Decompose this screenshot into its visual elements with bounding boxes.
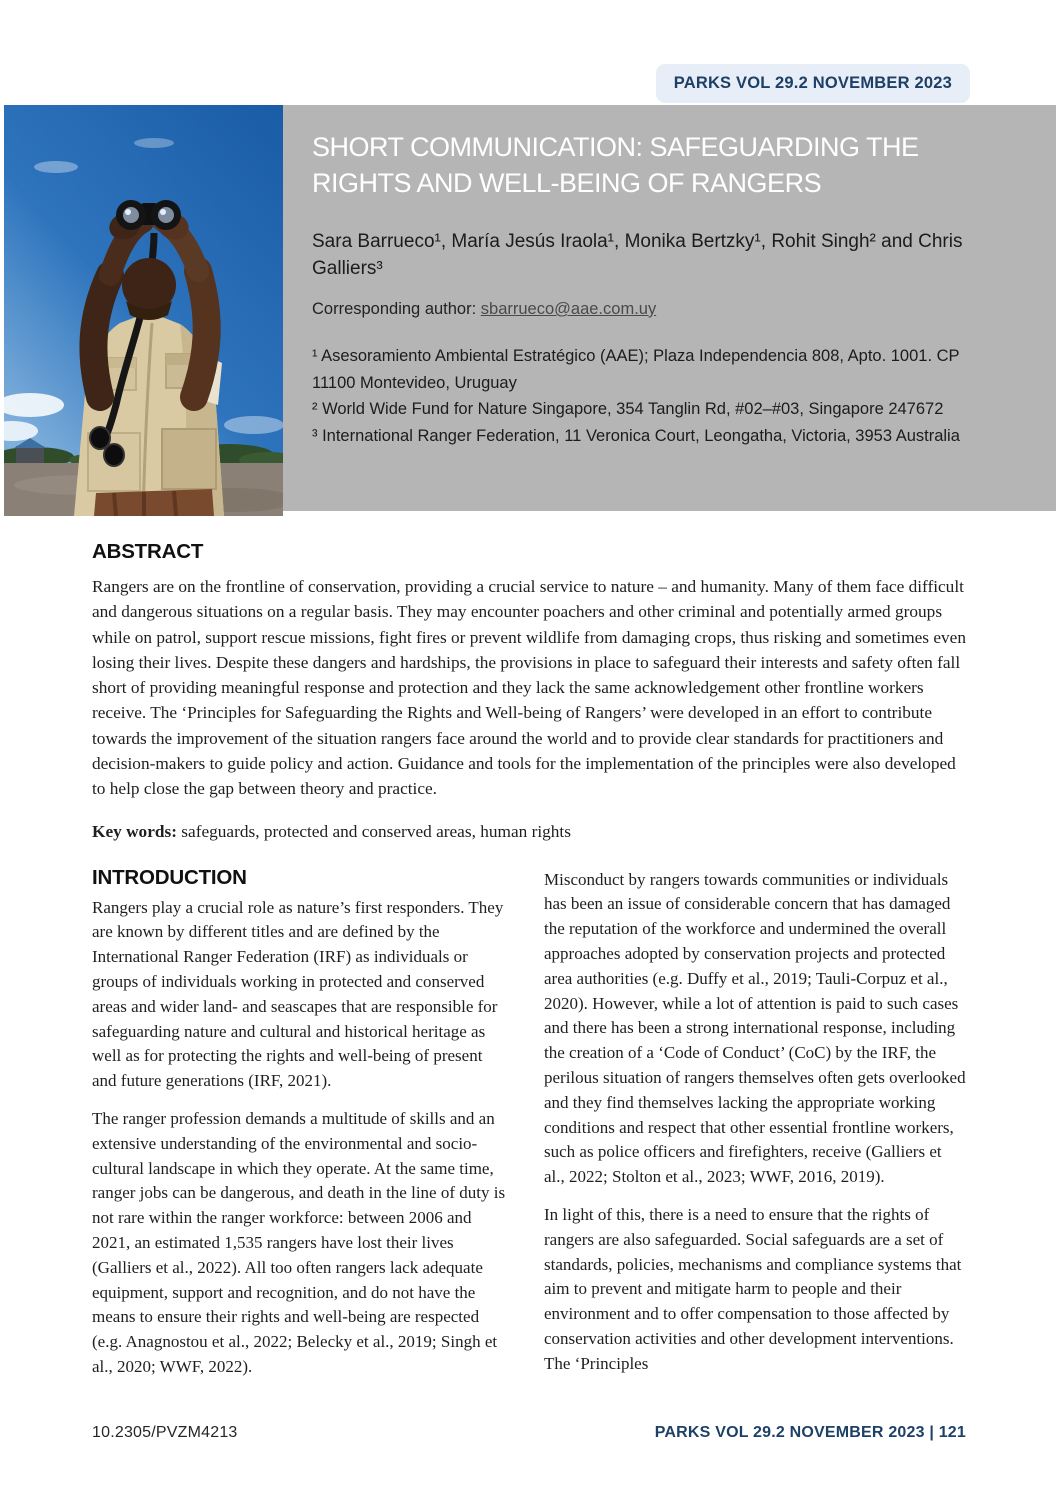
abstract-heading: ABSTRACT (92, 540, 204, 563)
journal-volume-badge: PARKS VOL 29.2 NOVEMBER 2023 (656, 64, 970, 103)
keywords-text: safeguards, protected and conserved areas, human rights (181, 821, 571, 841)
intro-paragraph: Rangers play a crucial role as nature’s first responders. They are known by different titles and are defined by the International Ranger Federation (IRF) as individuals or groups of individuals working in protected and conserved areas and wider land- and seascapes that are responsible for safeguarding nature and cultural and historical heritage as well as for protecting the rights and well-being of present and future generations (IRF, 2021). (92, 897, 504, 1091)
intro-paragraph: The ranger profession demands a multitude of skills and an extensive understanding of the environmental and socio-cultural landscape in which they operate. At the same time, ranger jobs can be dangerous, and death in the line of duty is not rare within the ranger workforce: between 2006 and 2021, an estimated 1,535 rangers have lost their lives (Galliers et al., 2022). All too often rangers lack adequate equipment, support and recognition, and do not have the means to ensure their rights and well-being are respected (e.g. Anagnostou et al., 2022; Belecky et al., 2019; Singh et al., 2020; WWF, 2022). (92, 1109, 506, 1377)
affiliation-item: ³ International Ranger Federation, 11 Veronica Court, Leongatha, Victoria, 3953 Australia (312, 427, 960, 446)
ranger-with-binoculars-illustration (4, 105, 283, 516)
intro-paragraph: Misconduct by rangers towards communities or individuals has been an issue of considerable concern that has damaged the reputation of the workforce and undermined the overall approaches adopted by conservation projects and protected area authorities (e.g. Duffy et al., 2019; Tauli-Corpuz et al., 2020). However, while a lot of attention is paid to such cases and there has been a strong international response, including the creation of a ‘Code of Conduct’ (CoC) by the IRF, the perilous situation of rangers themselves often gets overlooked and they find themselves lacking the appropriate working conditions and respect that other essential frontline workers, such as police officers and firefighters, receive (Galliers et al., 2022; Stolton et al., 2023; WWF, 2016, 2019). (544, 869, 966, 1187)
affiliation-item: ¹ Asesoramiento Ambiental Estratégico (AAE); Plaza Independencia 808, Apto. 1001. CP 11100 Montevideo, Uruguay (312, 346, 960, 392)
affiliation-item: ² World Wide Fund for Nature Singapore, 354 Tanglin Rd, #02–#03, Singapore 247672 (312, 400, 944, 419)
corresponding-author-label: Corresponding author: (312, 299, 477, 318)
page-footer (92, 1424, 966, 1442)
article-title: SHORT COMMUNICATION: SAFEGUARDING THE RIGHTS AND WELL-BEING OF RANGERS (312, 132, 919, 199)
footer-journal-page: PARKS VOL 29.2 NOVEMBER 2023 | 121 (654, 1424, 966, 1441)
introduction-section (92, 866, 966, 1380)
keywords-label: Key words: (92, 821, 177, 841)
intro-paragraph: In light of this, there is a need to ensure that the rights of rangers are also safeguarded. Social safeguards are a set of standards, policies, mechanisms and compliance systems that aim to prevent and mitigate harm to people and their environment and to offer compensation to those affected by conservation activities and other development interventions. The ‘Principles (544, 1205, 962, 1373)
keywords-line (92, 819, 966, 844)
article-body (92, 540, 966, 1380)
right-column (544, 866, 966, 1380)
footer-doi: 10.2305/PVZM4213 (92, 1424, 238, 1441)
hero-section (4, 105, 1056, 516)
abstract-text: Rangers are on the frontline of conservation, providing a crucial service to nature – and humanity. Many of them face difficult and dangerous situations on a regular basis. They may encounter poachers and other criminal and potentially armed groups while on patrol, support rescue missions, fight fires or prevent wildlife from damaging crops, thus risking and sometimes even losing their lives. Despite these dangers and hardships, the provisions in place to safeguard their interests and safety often fall short of providing meaningful response and protection and they lack the same acknowledgement other frontline workers receive. The ‘Principles for Safeguarding the Rights and Well-being of Rangers’ were developed in an effort to contribute towards the improvement of the situation rangers face around the world and to provide clear standards for practitioners and decision-makers to guide policy and action. Guidance and tools for the implementation of the principles were also developed to help close the gap between theory and practice. (92, 577, 966, 799)
email-link[interactable]: sbarrueco@aae.com.uy (480, 299, 657, 318)
left-column (92, 866, 507, 1380)
introduction-heading: INTRODUCTION (92, 865, 247, 889)
ranger-photo (4, 105, 283, 516)
title-panel (283, 105, 1056, 511)
affiliations-block (312, 343, 972, 450)
corresponding-author-line (312, 300, 1016, 319)
authors-line: Sara Barrueco¹, María Jesús Iraola¹, Monika Bertzky¹, Rohit Singh² and Chris Galliers³ (312, 230, 963, 280)
